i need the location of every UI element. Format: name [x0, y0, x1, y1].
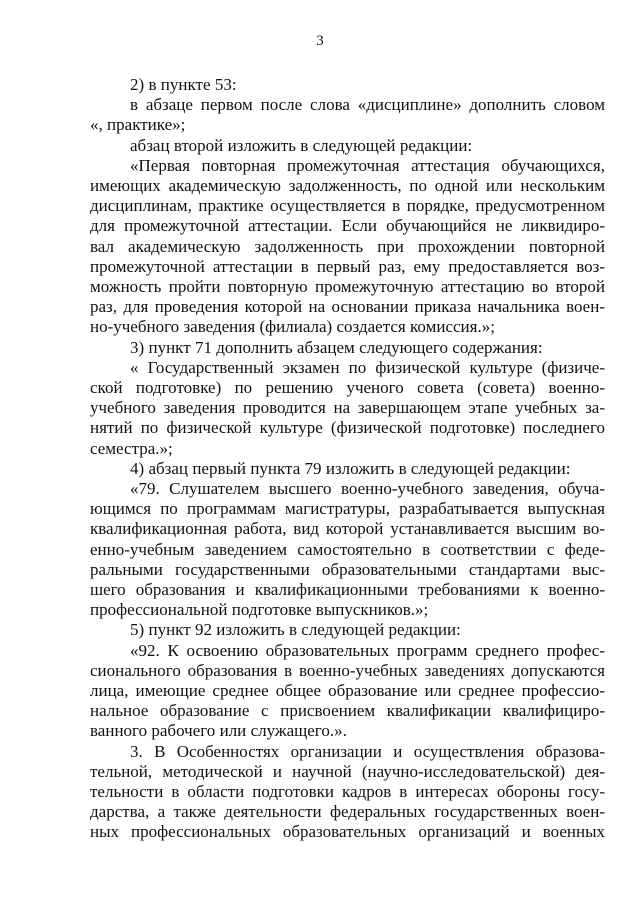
- word: осуществляется: [270, 196, 386, 216]
- page-number: 3: [316, 33, 324, 49]
- word: словом: [553, 95, 605, 115]
- word: культуре: [259, 418, 323, 438]
- word: в: [392, 196, 401, 216]
- word: изложить: [227, 135, 296, 155]
- word: образовательными: [321, 559, 457, 579]
- word: квалифициро-: [502, 701, 605, 721]
- word: соответствии: [440, 539, 537, 559]
- word: пункт: [148, 337, 191, 357]
- word: а: [157, 802, 166, 822]
- word: выпускников.»;: [315, 600, 429, 620]
- word: основании: [331, 297, 409, 317]
- word: вид: [293, 519, 320, 539]
- word: пункта: [250, 458, 301, 478]
- word: физической: [166, 418, 252, 438]
- word: тельности: [90, 782, 164, 801]
- word: в: [398, 458, 407, 478]
- word: 92: [194, 620, 212, 640]
- word: по: [409, 176, 427, 195]
- word: организации: [290, 741, 382, 761]
- word: ему: [413, 256, 441, 276]
- word: нескольким: [520, 176, 605, 195]
- word: подготовке): [135, 378, 222, 397]
- word: редакции:: [388, 620, 461, 640]
- word: абзаце: [145, 95, 193, 115]
- word: военно-учебного: [340, 479, 464, 498]
- word: освоению: [186, 640, 259, 660]
- word: устанавливается: [390, 519, 510, 539]
- word: енно-учебным: [90, 539, 195, 559]
- word: в: [171, 782, 180, 801]
- word: федеральных: [329, 802, 426, 822]
- word: организаций: [418, 822, 510, 842]
- word: задолженность: [254, 236, 364, 256]
- word: военно-учебных: [299, 660, 418, 680]
- word: начальника: [477, 297, 560, 317]
- word: пункт: [148, 620, 191, 640]
- word: и: [521, 822, 531, 842]
- word: образования: [187, 660, 278, 680]
- word: сионального: [90, 660, 181, 680]
- word: «,: [90, 115, 103, 135]
- word: культуре: [469, 357, 533, 377]
- word: пройти: [168, 277, 221, 296]
- word: аттестация: [411, 155, 490, 175]
- word: ликвидиро-: [521, 216, 605, 236]
- word: или: [424, 681, 452, 700]
- word: аттестации.: [248, 216, 333, 236]
- word: в: [288, 620, 297, 640]
- word: в: [300, 256, 309, 276]
- word: в: [284, 660, 293, 680]
- word: требованиями: [417, 580, 521, 599]
- word: повторная: [201, 155, 276, 175]
- word: среднего: [475, 640, 539, 660]
- word: создается: [336, 317, 406, 337]
- word: промежуточная: [286, 155, 400, 175]
- word: в: [148, 75, 157, 94]
- word: среднее: [458, 681, 515, 700]
- word: рабочего: [151, 721, 216, 741]
- word: проводится: [243, 398, 326, 418]
- word: экзамен: [282, 357, 340, 377]
- word: физической: [375, 357, 461, 377]
- word: дарства,: [90, 802, 150, 822]
- word: или: [219, 721, 247, 741]
- word: второй: [173, 135, 224, 155]
- word: ученого: [346, 378, 404, 397]
- word: 79: [304, 458, 322, 478]
- word: осуществления: [413, 741, 525, 761]
- word: военно-: [548, 378, 605, 397]
- word: 3.: [130, 741, 143, 761]
- word: деятельности: [224, 802, 322, 822]
- word: по: [140, 418, 159, 438]
- word: обуча-: [558, 479, 605, 498]
- word: комиссия.»;: [410, 317, 495, 337]
- word: дополнить: [216, 337, 293, 357]
- word: после: [260, 95, 303, 115]
- word: дополнить: [469, 95, 546, 115]
- word: интересах: [415, 782, 489, 801]
- word: «: [130, 357, 139, 377]
- word: совета: [417, 378, 464, 397]
- word: с: [261, 701, 269, 721]
- word: Слушателем: [169, 479, 260, 498]
- word: стандартами: [468, 559, 561, 579]
- word: изложить: [216, 620, 285, 640]
- word: по: [160, 499, 178, 519]
- word: подготовке: [231, 600, 312, 620]
- word: обучающийся: [386, 216, 487, 236]
- word: для: [123, 297, 149, 317]
- word: программ: [396, 640, 468, 660]
- word: ральными: [90, 559, 163, 579]
- word: в: [399, 782, 408, 801]
- word: общее: [275, 681, 322, 700]
- word: не: [495, 216, 513, 236]
- word: ской: [90, 378, 123, 397]
- word: военно-: [548, 580, 605, 599]
- word: разрабатывается: [399, 499, 519, 519]
- word: военных: [542, 822, 605, 842]
- word: подготовке): [429, 418, 516, 438]
- word: обучающихся,: [501, 155, 605, 175]
- word: заведением: [204, 539, 287, 559]
- word: первый: [316, 256, 371, 276]
- word: квалификации: [386, 701, 492, 721]
- word: пункте: [160, 75, 211, 94]
- word: квалификационными: [254, 580, 408, 599]
- word: воен-: [566, 802, 605, 822]
- word: академическую: [128, 236, 241, 256]
- word: образование: [160, 701, 250, 721]
- word: дея-: [575, 761, 605, 781]
- word: на: [308, 297, 326, 317]
- word: присвоением: [280, 701, 376, 721]
- word: во: [531, 277, 549, 296]
- word: также: [173, 802, 216, 822]
- word: проведения: [154, 297, 239, 317]
- word: профессиональных: [131, 822, 271, 842]
- word: завершающем: [357, 398, 461, 418]
- word: но-учебного: [90, 317, 180, 337]
- word: 4): [130, 458, 145, 478]
- word: лица,: [90, 681, 129, 700]
- word: образовательных: [265, 640, 390, 660]
- word: абзац: [148, 458, 189, 478]
- word: учебных: [515, 398, 578, 418]
- word: государственными: [174, 559, 310, 579]
- word: повторной: [528, 236, 605, 256]
- word: «дисциплине»: [357, 95, 462, 115]
- word: к: [530, 580, 539, 599]
- word: раз,: [90, 297, 118, 317]
- word: Особенностях: [176, 741, 280, 761]
- word: (физической: [330, 418, 422, 438]
- word: последнего: [523, 418, 605, 438]
- word: (физиче-: [541, 357, 605, 377]
- word: промежуточной: [90, 256, 205, 276]
- word: образова-: [535, 741, 605, 761]
- word: практике: [198, 196, 264, 216]
- word: и: [272, 761, 282, 781]
- word: обороны: [496, 782, 560, 801]
- word: воен-: [566, 297, 605, 317]
- word: редакции:: [498, 458, 571, 478]
- word: по: [348, 357, 367, 377]
- word: с: [546, 539, 555, 559]
- word: образовательных: [282, 822, 407, 842]
- word: выпускная: [527, 499, 605, 519]
- word: практике»;: [107, 115, 186, 135]
- word: Государственный: [147, 357, 274, 377]
- word: за-: [585, 398, 605, 418]
- word: работа,: [234, 519, 287, 539]
- word: промежуточную: [314, 277, 434, 296]
- word: тельной,: [90, 761, 153, 781]
- word: заведения: [183, 317, 256, 337]
- word: К: [167, 640, 179, 660]
- word: в: [130, 95, 139, 115]
- word: допускаются: [511, 660, 605, 680]
- word: профес-: [546, 640, 605, 660]
- word: и: [235, 580, 245, 599]
- word: аттестацию: [440, 277, 525, 296]
- word: программам: [187, 499, 276, 519]
- word: по: [234, 378, 253, 397]
- word: нальное: [90, 701, 149, 721]
- word: в: [300, 135, 309, 155]
- word: для: [90, 216, 115, 236]
- word: подготовки: [252, 782, 334, 801]
- word: кадров: [342, 782, 392, 801]
- word: промежуточной: [124, 216, 239, 236]
- word: академическую: [168, 176, 281, 195]
- word: абзацем: [296, 337, 355, 357]
- word: 71: [194, 337, 212, 357]
- word: и: [393, 741, 403, 761]
- word: феде-: [564, 539, 605, 559]
- word: 5): [130, 620, 145, 640]
- word: магистратуры,: [285, 499, 390, 519]
- word: следующей: [312, 135, 396, 155]
- word: (филиала): [259, 317, 333, 337]
- word: имеющих: [90, 176, 161, 195]
- word: ющимся: [90, 499, 152, 519]
- word: самостоятельно: [297, 539, 412, 559]
- word: «Первая: [130, 155, 190, 175]
- word: вал: [90, 236, 114, 256]
- word: заведения: [163, 398, 236, 418]
- word: этапе: [468, 398, 508, 418]
- word: В: [154, 741, 166, 761]
- word: профессио-: [521, 681, 605, 700]
- word: во-: [582, 519, 605, 539]
- word: профессиональной: [90, 600, 228, 620]
- word: дисциплинам,: [90, 196, 192, 216]
- word: раз,: [378, 256, 406, 276]
- word: госу-: [568, 782, 605, 801]
- word: «92.: [130, 640, 160, 660]
- word: образования: [135, 580, 226, 599]
- word: ванного: [90, 721, 148, 741]
- word: задолженность,: [288, 176, 402, 195]
- word: содержания:: [452, 337, 543, 357]
- word: квалификационная: [90, 519, 228, 539]
- word: методической: [162, 761, 263, 781]
- word: следующей: [410, 458, 494, 478]
- word: которой: [325, 519, 384, 539]
- word: образование: [328, 681, 418, 700]
- word: приказа: [414, 297, 472, 317]
- word: предусмотренном: [475, 196, 605, 216]
- word: аттестации: [212, 256, 293, 276]
- word: прохождении: [417, 236, 515, 256]
- word: 3): [130, 337, 145, 357]
- word: которой: [244, 297, 303, 317]
- word: научной: [292, 761, 352, 781]
- word: слова: [310, 95, 350, 115]
- word: высшим: [516, 519, 577, 539]
- word: шего: [90, 580, 126, 599]
- word: 2): [130, 75, 145, 94]
- word: государственных: [434, 802, 558, 822]
- word: 53:: [214, 75, 237, 94]
- word: изложить: [325, 458, 395, 478]
- word: предоставляется: [448, 256, 569, 276]
- word: заведения,: [472, 479, 549, 498]
- word: повторную: [227, 277, 308, 296]
- word: области: [187, 782, 245, 801]
- text-line: [0, 819, 640, 844]
- word: порядке,: [406, 196, 469, 216]
- word: высшего: [268, 479, 332, 498]
- word: первом: [200, 95, 253, 115]
- word: среднее: [212, 681, 269, 700]
- word: в: [422, 539, 431, 559]
- word: одной: [434, 176, 479, 195]
- word: следующей: [301, 620, 385, 640]
- word: на: [333, 398, 351, 418]
- word: редакции:: [399, 135, 473, 155]
- word: следующего: [359, 337, 448, 357]
- word: абзац: [130, 135, 170, 155]
- word: или: [485, 176, 513, 195]
- word: (научно-исследовательской): [361, 761, 566, 781]
- word: учебного: [90, 398, 156, 418]
- word: при: [377, 236, 404, 256]
- word: решению: [265, 378, 334, 397]
- word: семестра.»;: [90, 438, 173, 458]
- word: можность: [90, 277, 162, 296]
- word: (совета): [477, 378, 536, 397]
- word: Если: [341, 216, 378, 236]
- word: заведениях: [424, 660, 505, 680]
- word: второй: [555, 277, 605, 296]
- word: выс-: [572, 559, 605, 579]
- word: ных: [90, 822, 120, 842]
- word: служащего.».: [250, 721, 347, 741]
- word: «79.: [130, 479, 160, 498]
- word: нятий: [90, 418, 133, 438]
- word: воз-: [576, 256, 605, 276]
- word: имеющие: [135, 681, 206, 700]
- word: первый: [192, 458, 247, 478]
